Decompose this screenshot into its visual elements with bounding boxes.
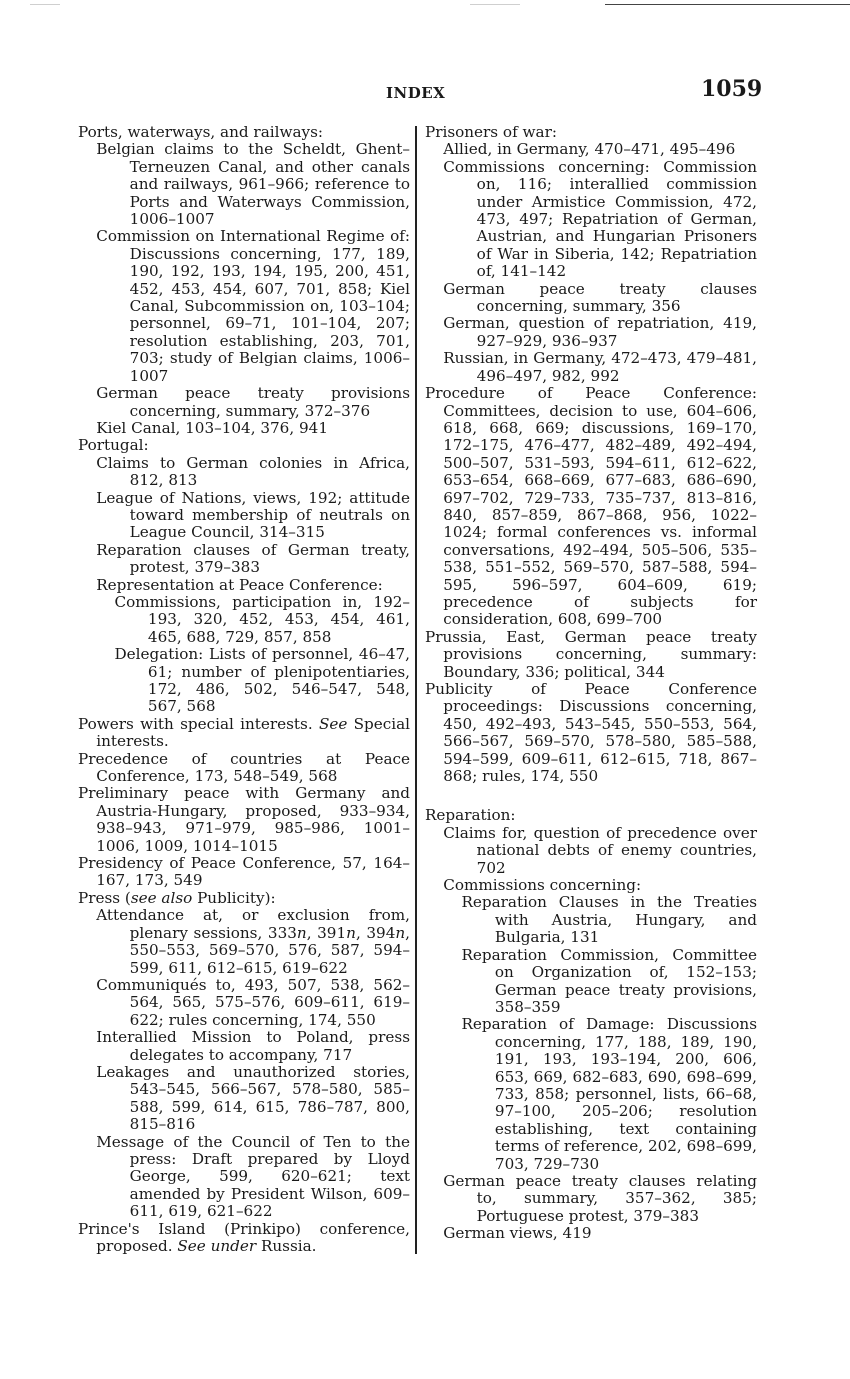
entry-text: Representation at Peace Conference:: [96, 575, 383, 594]
entry-text: Special interests.: [96, 714, 415, 751]
index-subentry: [461, 893, 762, 947]
entry-text: Commissions concerning:: [443, 876, 642, 895]
index-subentry: [96, 140, 415, 229]
entry-text: Precedence of countries at Peace Conference, 173, 548–549, 568: [78, 749, 415, 786]
index-subentry: [461, 1015, 762, 1173]
italic-reference-text: See under: [177, 1237, 257, 1255]
entry-text: Portugal:: [78, 436, 149, 455]
entry-text: German views, 419: [443, 1224, 592, 1243]
index-heading-entry: [425, 807, 757, 824]
index-heading-entry: [425, 124, 757, 141]
entry-text: Ports, waterways, and railways:: [78, 123, 324, 141]
index-subentry: [96, 384, 415, 420]
index-subentry: [443, 141, 757, 158]
index-subentry: [96, 1062, 415, 1134]
entry-text: Commissions concerning: Commission on, 116; interallied commission under Armistice Commission, 472, 473, 497; Repatriation of German, Austrian, and Hungarian Prisoners of War in Siberia, 142; Repatriation of, 141–142: [443, 157, 762, 281]
entry-text: Allied, in Germany, 470–471, 495–496: [443, 140, 736, 159]
entry-text: Publicity):: [192, 888, 276, 907]
index-subentry: [443, 823, 762, 877]
entry-text: Reparation:: [425, 806, 516, 825]
column-divider: [415, 126, 417, 1254]
entry-text: Russia.: [256, 1237, 317, 1255]
italic-reference-text: see also: [130, 888, 193, 907]
index-subentry: [96, 1132, 415, 1221]
index-heading-entry: [78, 437, 410, 454]
index-heading-entry: [78, 890, 410, 907]
index-column-left: [78, 123, 415, 1255]
index-subentry: [96, 1028, 415, 1064]
entry-text: League of Nations, views, 192; attitude toward membership of neutrals on League Council, 314–315: [96, 488, 415, 542]
index-heading-entry: [78, 1219, 415, 1256]
index-subentry: [443, 314, 762, 350]
index-subentry: [443, 1171, 762, 1225]
entry-text: Message of the Council of Ten to the press: Draft prepared by Lloyd George, 599, 620–621; text amended by President Wilson, 609–611, 619, 621–622: [96, 1132, 415, 1221]
page-number: 1059: [701, 76, 763, 102]
entry-text: Prussia, East, German peace treaty provisions concerning, summary: Boundary, 336; political, 344: [425, 627, 762, 681]
entry-text: Procedure of Peace Conference: Committees, decision to use, 604–606, 618, 668, 669; discussions, 169–170, 172–175, 476–477, 482–489, 492–494, 500–507, 531–593, 594–611, 612–622, 653–654, 668–669, 677–683, 686–690, 697–702, 729–733, 735–737, 813–816, 840, 857–859, 867–868, 956, 1022–1024; formal conferences vs. informal conversations, 492–494, 505–506, 535–538, 551–552, 569–570, 587–588, 594–595, 596–597, 604–609, 619; precedence of subjects for consideration, 608, 699–700: [425, 384, 762, 629]
entry-text: Reparation of Damage: Discussions concerning, 177, 188, 189, 190, 191, 193, 193–194, 200, 606, 653, 669, 682–683, 690, 698–699, 733, 858; personnel, lists, 66–68, 97–100, 205–206; resolution establishing, text containing terms of reference, 202, 698–699, 703, 729–730: [461, 1015, 762, 1173]
entry-text: German, question of repatriation, 419, 927–929, 936–937: [443, 314, 762, 350]
index-subentry: [461, 945, 762, 1017]
index-heading-entry: [78, 714, 415, 751]
entry-text: German peace treaty clauses concerning, summary, 356: [443, 279, 762, 316]
entry-text: Communiqués to, 493, 507, 538, 562–564, 565, 575–576, 609–611, 619–622; rules concerning, 174, 550: [96, 975, 410, 1029]
top-rule-left: [30, 4, 60, 5]
entry-text: Attendance at, or exclusion from, plenary sessions, 333: [96, 906, 415, 942]
index-subentry: [96, 488, 415, 542]
entry-text: Commission on International Regime of: Discussions concerning, 177, 189, 190, 192, 193, 194, 195, 200, 451, 452, 453, 454, 607, 701, 858; Kiel Canal, Subcommission on, 103–104; personnel, 69–71, 101–104, 207; resolution establishing, 203, 701, 703; study of Belgian claims, 1006–1007: [96, 227, 415, 385]
entry-text: Preliminary peace with Germany and Austria-Hungary, proposed, 933–934, 938–943, 971–979, 985–986, 1001–1006, 1009, 1014–1015: [78, 784, 415, 855]
index-subentry: [96, 540, 415, 577]
entry-text: , 550–553, 569–570, 576, 587, 594–599, 611, 612–615, 619–622: [129, 923, 415, 977]
index-subentry: [96, 453, 415, 490]
top-rule-middle: [470, 4, 520, 5]
top-rule-right: [605, 4, 850, 5]
entry-text: Belgian claims to the Scheldt, Ghent–Terneuzen Canal, and other canals and railways, 961–966; reference to Ports and Waterways Commission, 1006–1007: [96, 140, 415, 229]
index-subentry: [96, 420, 410, 437]
entry-text: Powers with special interests.: [78, 714, 319, 733]
entry-text: Presidency of Peace Conference, 57, 164–167, 173, 549: [78, 854, 410, 890]
entry-text: Claims to German colonies in Africa, 812, 813: [96, 453, 415, 490]
italic-reference-text: n: [346, 923, 356, 942]
index-subentry: [443, 877, 757, 894]
index-heading-entry: [425, 680, 762, 786]
entry-text: Reparation clauses of German treaty, protest, 379–383: [96, 540, 415, 577]
index-subentry: [96, 906, 415, 977]
index-heading-entry: [78, 124, 410, 141]
entry-text: Prince's Island (Prinkipo) conference, proposed.: [78, 1219, 415, 1255]
index-column-right: [425, 123, 762, 1243]
running-header-title: INDEX: [386, 84, 446, 102]
entry-text: German peace treaty clauses relating to, summary, 357–362, 385; Portuguese protest, 379–383: [443, 1171, 762, 1225]
index-heading-entry: [425, 627, 762, 681]
entry-text: Press (: [78, 888, 131, 907]
index-subentry: [443, 279, 762, 316]
entry-text: Publicity of Peace Conference proceedings: Discussions concerning, 450, 492–493, 543–545, 550–553, 564, 566–567, 569–570, 578–580, 585–588, 594–599, 609–611, 612–615, 718, 867–868; rules, 174, 550: [425, 680, 762, 786]
entry-text: , 394: [355, 923, 396, 942]
index-heading-entry: [78, 855, 410, 890]
index-subentry: [443, 1225, 757, 1242]
italic-reference-text: n: [395, 923, 406, 942]
index-subentry: [443, 349, 762, 385]
index-subentry: [96, 577, 410, 594]
entry-text: Commissions, participation in, 192–193, 320, 452, 453, 454, 461, 465, 688, 729, 857, 858: [114, 592, 415, 646]
index-subentry: [96, 977, 410, 1029]
index-heading-entry: [425, 384, 762, 629]
index-subentry: [443, 157, 762, 281]
index-subentry: [114, 645, 415, 716]
entry-text: German peace treaty provisions concerning, summary, 372–376: [96, 384, 415, 420]
entry-text: Interallied Mission to Poland, press delegates to accompany, 717: [96, 1028, 415, 1064]
entry-text: Russian, in Germany, 472–473, 479–481, 496–497, 982, 992: [443, 349, 762, 385]
entry-text: Leakages and unauthorized stories, 543–545, 566–567, 578–580, 585–588, 599, 614, 615, 786–787, 800, 815–816: [96, 1062, 415, 1134]
index-heading-entry: [78, 749, 415, 786]
entry-text: Kiel Canal, 103–104, 376, 941: [96, 418, 328, 437]
entry-text: Reparation Clauses in the Treaties with Austria, Hungary, and Bulgaria, 131: [461, 893, 762, 947]
index-subentry: [114, 592, 415, 646]
entry-text: , 391: [306, 923, 347, 942]
entry-spacer: [425, 785, 757, 807]
entry-text: Delegation: Lists of personnel, 46–47, 61; number of plenipotentiaries, 172, 486, 502, 546–547, 548, 567, 568: [114, 645, 415, 716]
index-subentry: [96, 227, 415, 385]
entry-text: Prisoners of war:: [425, 123, 557, 141]
entry-text: Claims for, question of precedence over national debts of enemy countries, 702: [443, 823, 762, 877]
italic-reference-text: n: [296, 923, 307, 942]
entry-text: Reparation Commission, Committee on Organization of, 152–153; German peace treaty provisions, 358–359: [461, 945, 762, 1016]
index-heading-entry: [78, 784, 415, 855]
italic-reference-text: See: [318, 714, 348, 733]
